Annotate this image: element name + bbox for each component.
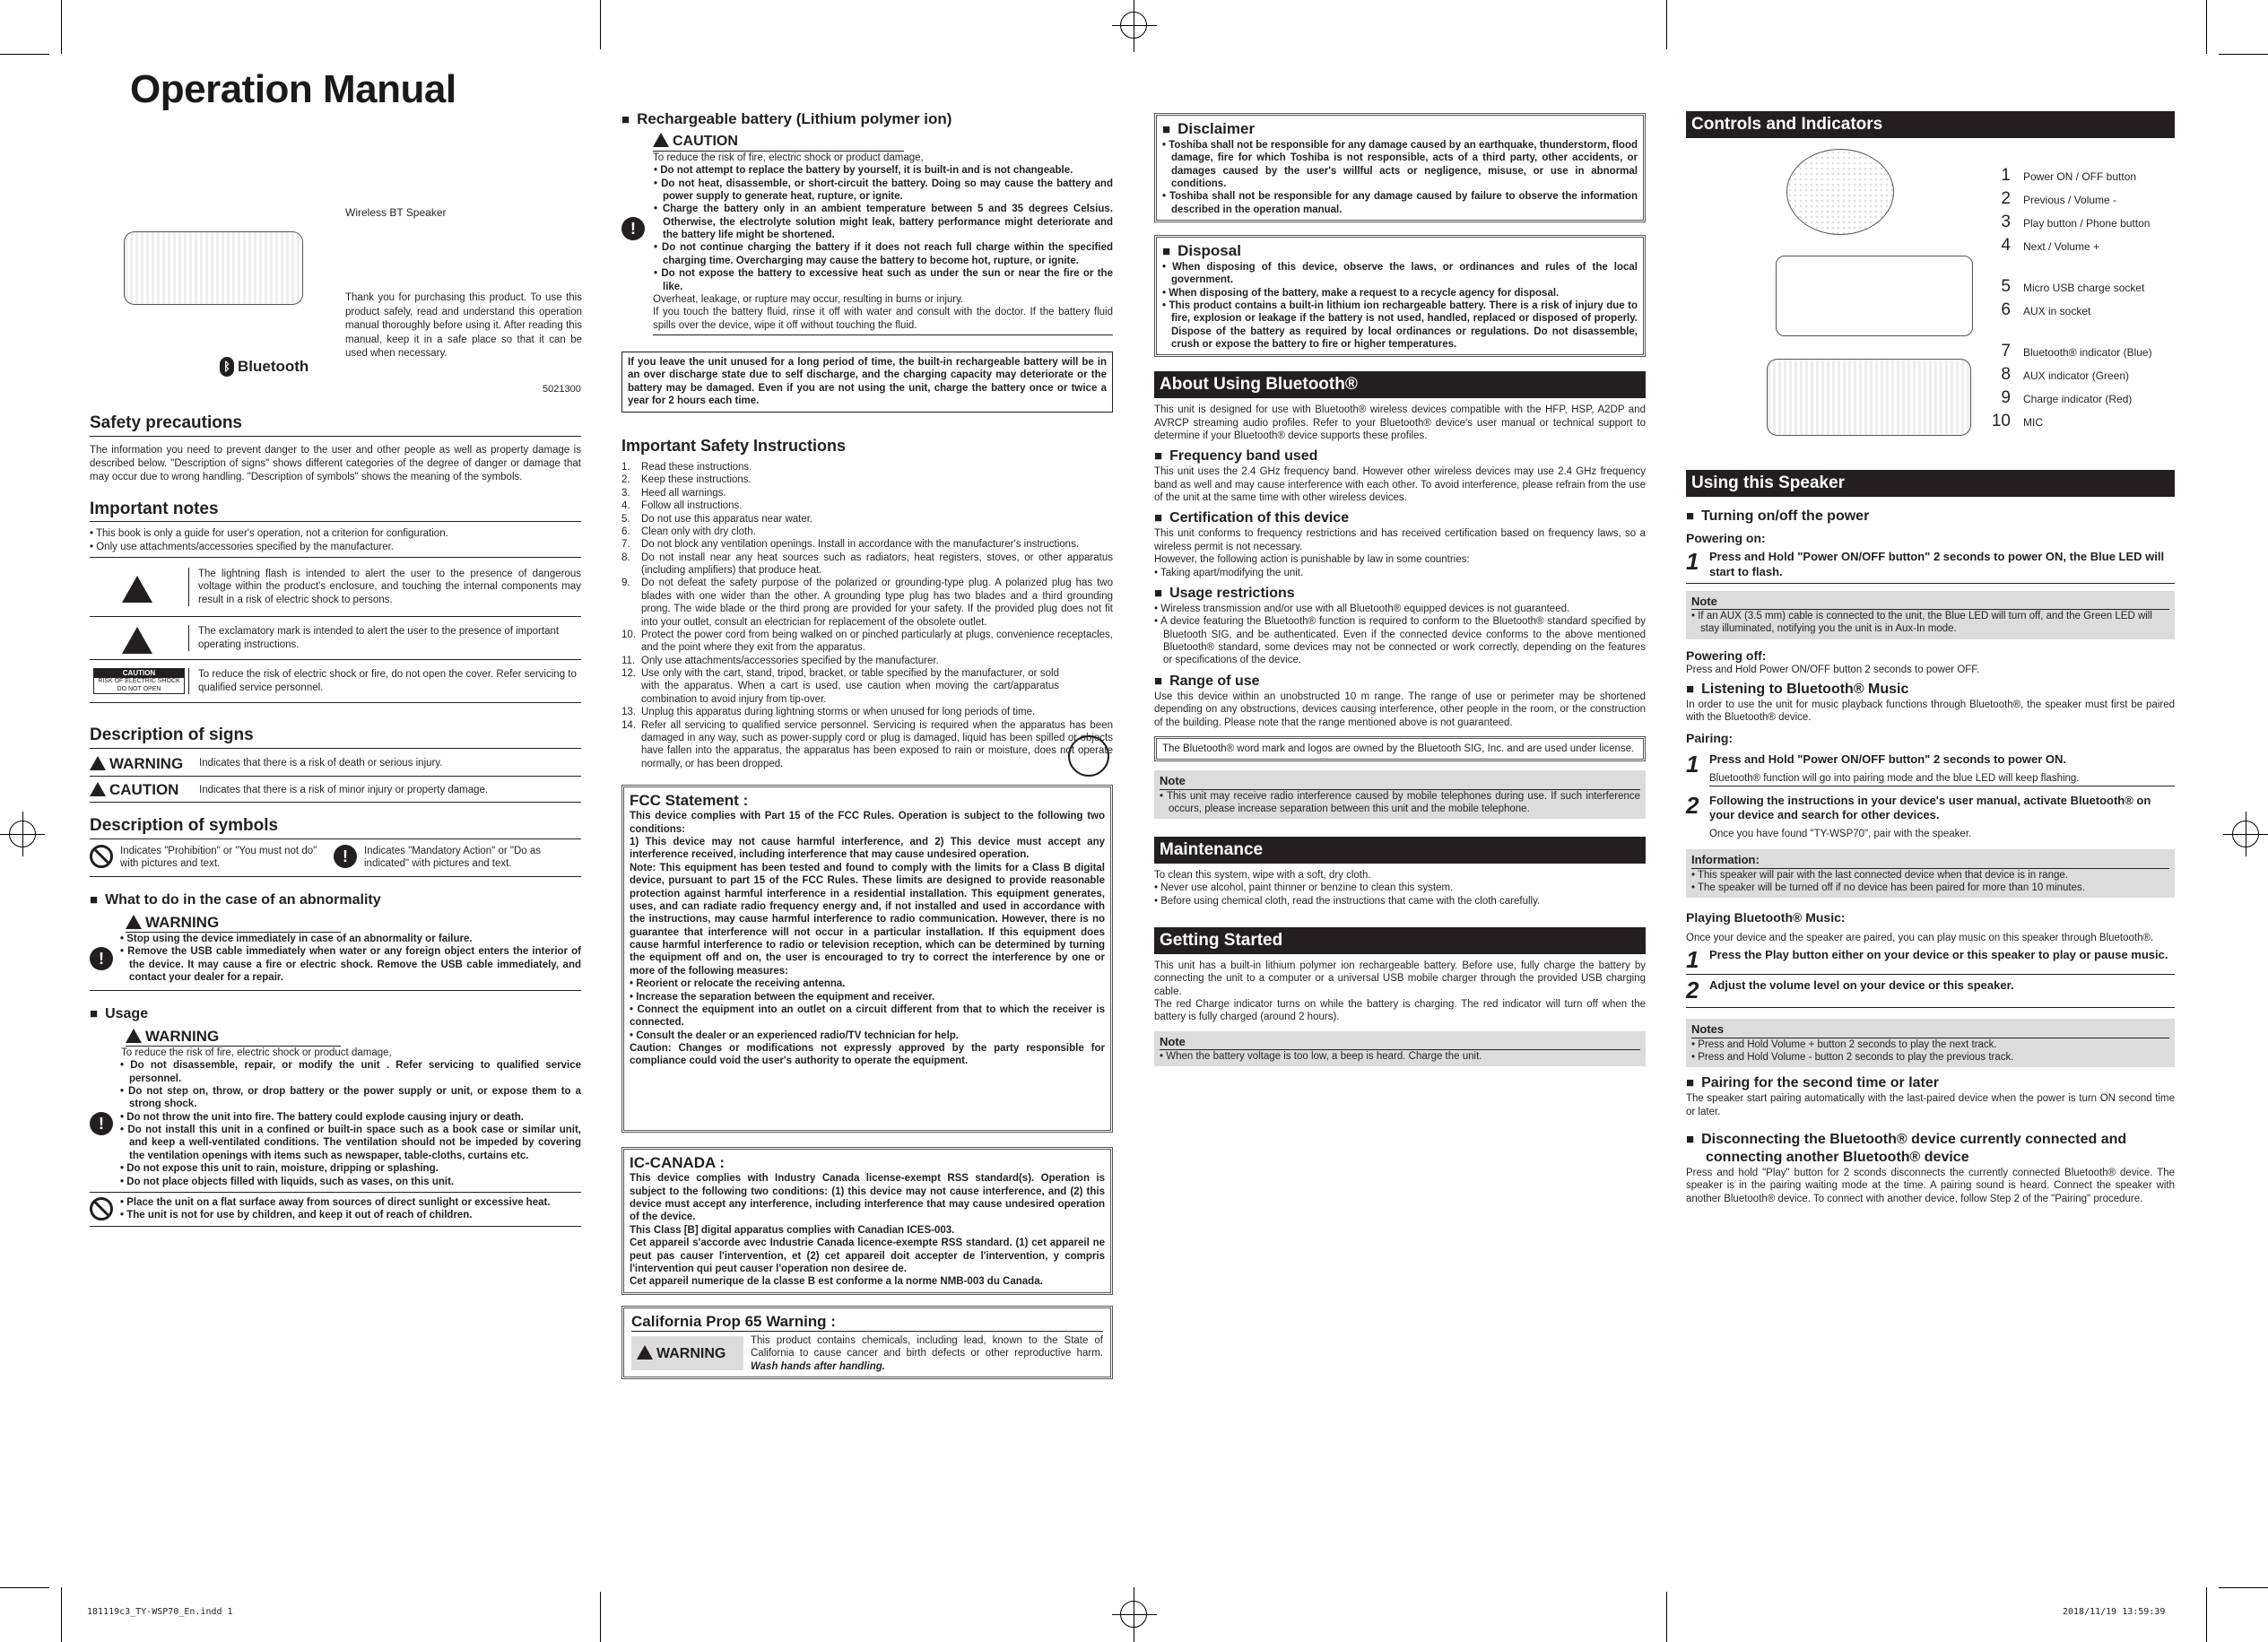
note-title: Note — [1160, 774, 1640, 789]
list-item: • Wireless transmission and/or use with all Bluetooth® equipped devices is not guaranteed. — [1154, 603, 1646, 615]
note-title: Note — [1691, 595, 2169, 610]
disconnect-title: ■ Disconnecting the Bluetooth® device currently connected and connecting another Bluetooth® device — [1686, 1131, 2175, 1167]
fcc-line: 1) This device may not cause harmful interference, and 2) This device must accept any interference received, including interference that may cause undesired operation. — [630, 837, 1105, 861]
caution-icon — [90, 782, 106, 796]
list-item: • This speaker will pair with the last connected device when that device is in range. — [1691, 869, 2169, 882]
isi-item: 6. Clean only with dry cloth. — [621, 526, 756, 537]
ic-line: This Class [B] digital apparatus complies with Canadian ICES-003. — [630, 1224, 955, 1236]
prohibition-icon — [90, 845, 113, 868]
list-item: • The unit is not for use by children, and keep it out of reach of children. — [120, 1209, 581, 1221]
caution-desc: Indicates that there is a risk of minor injury or property damage. — [199, 784, 489, 795]
safety-title: Safety precautions — [90, 413, 581, 437]
prohibition-icon — [90, 1197, 113, 1221]
ic-title: IC-CANADA : — [630, 1154, 726, 1171]
maintenance-title: Maintenance — [1154, 837, 1646, 864]
isi-item: 8. Do not install near any heat sources such as radiators, heat registers, stoves, or other apparatus (including amplifiers) that produce heat. — [621, 552, 1113, 576]
list-item: • Charge the battery only in an ambient temperature between 5 and 35 degrees Celsius. Otherwise, the electrolyte solution might leak, battery performance might deteriorate and the battery life might be shortened. — [654, 203, 1113, 241]
list-item: • Toshiba shall not be responsible for any damage caused by an earthquake, thunderstorm, flood damage, fire for which Toshiba is not responsible, acts of a third party, other accidents, or damages caused by the user's willful acts or negligence, misuse, or use in abnormal conditions. — [1162, 139, 1638, 191]
list-item: • This unit may receive radio interference caused by mobile telephones during use. If such interference occurs, please increase separation between this unit and the mobile telephone. — [1160, 790, 1640, 816]
prop65-box: California Prop 65 Warning : WARNING This product contains chemicals, including lead, known to the State of California to cause cancer and birth defects or other reproductive harm. Wash hands after handling. — [621, 1306, 1113, 1379]
speaker-front-image — [1767, 359, 1971, 436]
list-item: • Do not attempt to replace the battery by yourself, it is built-in and is not changeable. — [654, 164, 1113, 177]
power-off-label: Powering off: — [1686, 647, 1767, 663]
signs-title: Description of signs — [90, 725, 581, 749]
list-item: • Do not continue charging the battery if it does not reach full charge within the specified charging time. Overcharging may cause the battery to become hot, rupture, or ignite. — [654, 241, 1113, 267]
list-item: • Never use alcohol, paint thinner or benzine to clean this system. — [1154, 882, 1646, 894]
isi-list — [621, 461, 1113, 770]
play-title: Playing Bluetooth® Music: — [1686, 910, 1846, 925]
control-item: 10 MIC — [1991, 412, 2043, 430]
fcc-line: • Consult the dealer or an experienced radio/TV technician for help. — [630, 1030, 959, 1041]
disposal-box — [1154, 235, 1646, 357]
list-item: • Only use attachments/accessories specified by the manufacturer. — [90, 541, 581, 553]
isi-item: 12. Use only with the cart, stand, tripod, bracket, or table specified by the manufacturer, or sold with the apparatus. When a cart is used, use caution when moving the cart/apparatus combination to avoid injury from tip-over. — [621, 668, 1059, 705]
symbol-exclamation-text: The exclamatory mark is intended to alert the user to the presence of important operating instructions. — [188, 625, 581, 651]
isi-item: 13. Unplug this apparatus during lightning storms or when unused for long periods of time. — [621, 707, 1036, 718]
control-item: 3 Play button / Phone button — [2001, 213, 2151, 231]
step-number: 1 — [1686, 750, 1699, 778]
second-pairing-text: The speaker start pairing automatically with the last-paired device when the power is turn ON second time or later. — [1686, 1093, 2175, 1117]
control-item: 5 Micro USB charge socket — [2001, 277, 2145, 296]
play-step-1: Press the Play button either on your device or this speaker to play or pause music. — [1709, 948, 2168, 962]
abnormal-title: ■ What to do in the case of an abnormality — [90, 891, 581, 909]
footer-file: 181119c3_TY-WSP70_En.indd 1 — [87, 1607, 233, 1617]
pairing-step-1: Press and Hold "Power ON/OFF button" 2 seconds to power ON. — [1709, 751, 2067, 766]
list-item: • Taking apart/modifying the unit. — [1154, 567, 1646, 579]
cert-text: This unit conforms to frequency restrictions and has received certification based on frequency laws, so a wireless permit is not necessary. — [1154, 528, 1646, 552]
control-item: 2 Previous / Volume - — [2001, 189, 2117, 208]
play-step-2: Adjust the volume level on your device or this speaker. — [1709, 978, 2014, 993]
list-item: • The speaker will be turned off if no device has been paired for more than 10 minutes. — [1691, 882, 2169, 894]
list-item: • Stop using the device immediately in case of an abnormality or failure. — [120, 933, 581, 945]
ic-line: Cet appareil s'accorde avec Industrie Canada licence-exempte RSS standard. (1) cet appareil ne peut pas causer l'intervention, et (2) cet appareil doit accepter de l'intervention, y compris l'intervention qui peut causer l'operation non desiree de. — [630, 1238, 1105, 1274]
control-item: 1 Power ON / OFF button — [2001, 166, 2137, 185]
freq-title: ■ Frequency band used — [1154, 447, 1646, 465]
safety-text: The information you need to prevent danger to the user and other people as well as property damage is described below. "Description of signs" shows different categories of the degree of danger or damage that may occur due to wrong handling. "Description of symbols" shows the meaning of the symbols. — [90, 444, 581, 482]
list-item: • This book is only a guide for user's operation, not a criterion for configuration. — [90, 527, 581, 540]
list-item: • If an AUX (3.5 mm) cable is connected to the unit, the Blue LED will turn off, and the Green LED will stay illuminated, notifying you the unit is in Aux-In mode. — [1691, 610, 2169, 636]
fcc-line: Caution: Changes or modifications not expressly approved by the party responsible for compliance could void the user's authority to operate the equipment. — [630, 1043, 1105, 1067]
play-text: Once your device and the speaker are paired, you can play music on this speaker through Bluetooth®. — [1686, 932, 2154, 943]
getting-started-title: Getting Started — [1154, 927, 1646, 954]
isi-item: 11. Only use attachments/accessories specified by the manufacturer. — [621, 655, 939, 666]
speaker-top-image — [1786, 149, 1894, 235]
disclaimer-title: ■ Disclaimer — [1162, 119, 1638, 139]
power-off-text: Press and Hold Power ON/OFF button 2 seconds to power OFF. — [1686, 665, 1980, 676]
control-item: 6 AUX in socket — [2001, 300, 2091, 319]
ic-line: This device complies with Industry Canada license-exempt RSS standard(s). Operation is subject to the following two conditions: (1) this device may not cause interference, and (2) this device must accept any interference, including interference that may cause undesired operation of the device. — [630, 1173, 1105, 1223]
list-item: • When disposing of the battery, make a request to a recycle agency for disposal. — [1162, 287, 1638, 300]
list-item: • Press and Hold Volume + button 2 seconds to play the next track. — [1691, 1038, 2169, 1051]
control-item: 7 Bluetooth® indicator (Blue) — [2001, 342, 2152, 361]
isi-item: 2. Keep these instructions. — [621, 474, 752, 486]
control-item: 9 Charge indicator (Red) — [2001, 388, 2133, 407]
list-item: • Toshiba shall not be responsible for any damage caused by failure to observe the information described in the operation manual. — [1162, 190, 1638, 216]
symbol-lightning-text: The lightning flash is intended to alert the user to the presence of dangerous voltage within the product's enclosure, and touching the internal components may result in a risk of electric shock to persons. — [188, 568, 581, 606]
mandatory-icon: ! — [621, 217, 645, 240]
isi-item: 9. Do not defeat the safety purpose of the polarized or grounding-type plug. A polarized plug has two blades with one wider than the other. A grounding type plug has two blades and a third grounding prong. The wide blade or the third prong are provided for your safety. If the provided plug does not fit into your outlet, consult an electrician for replacement of the obsolete outlet. — [621, 578, 1113, 628]
second-pairing-title: ■ Pairing for the second time or later — [1686, 1074, 2175, 1092]
warning-icon — [90, 756, 106, 770]
getting-text2: The red Charge indicator turns on while the battery is charging. The red indicator will turn off when the battery is fully charged (around 2 hours). — [1154, 999, 1646, 1023]
usage-title: ■ Usage — [90, 1005, 581, 1023]
list-item: • Remove the USB cable immediately when water or any foreign object enters the interior of the device. It may cause a fire or electric shock. Remove the USB cable immediately, and contact your dealer for a repair. — [120, 945, 581, 984]
isi-item: 14. Refer all servicing to qualified service personnel. Servicing is required when the apparatus has been damaged in any way, such as power-supply cord or plug is damaged, liquid has been spilled or objects have fallen into the apparatus, the apparatus has been exposed to rain or moisture, does not operate normally, or has been dropped. — [621, 719, 1113, 769]
battery-title: ■ Rechargeable battery (Lithium polymer ion) — [621, 109, 1113, 129]
caution-label-icon: CAUTION RISK OF ELECTRIC SHOCK DO NOT OPEN — [93, 668, 185, 695]
prop65-title: California Prop 65 Warning : — [631, 1312, 1103, 1332]
doc-code: 5021300 — [543, 384, 581, 395]
list-item: • Place the unit on a flat surface away from sources of direct sunlight or excessive heat. — [120, 1196, 581, 1209]
list-item: • Do not throw the unit into fire. The battery could explode causing injury or death. — [120, 1111, 581, 1124]
prop65-text: This product contains chemicals, including lead, known to the State of California to cause cancer and birth defects or other reproductive harm. — [751, 1334, 1103, 1360]
control-item: 4 Next / Volume + — [2001, 236, 2100, 255]
isi-item: 3. Heed all warnings. — [621, 487, 726, 499]
using-title: Using this Speaker — [1686, 470, 2175, 497]
isi-item: 10. Protect the power cord from being walked on or pinched particularly at plugs, convenience receptacles, and the point where they exit from the apparatus. — [621, 629, 1113, 654]
pairing-step-1b: Bluetooth® function will go into pairing mode and the blue LED will keep flashing. — [1709, 773, 2080, 785]
pairing-label: Pairing: — [1686, 731, 1734, 746]
note-title: Note — [1160, 1035, 1640, 1050]
battery-after1: Overheat, leakage, or rupture may occur, resulting in burns or injury. — [653, 293, 964, 305]
speaker-side-image — [1776, 256, 1973, 336]
mandatory-icon: ! — [334, 845, 357, 868]
maintenance-text: To clean this system, wipe with a soft, dry cloth. — [1154, 870, 1371, 881]
step-number: 1 — [1686, 946, 1699, 974]
page-title: Operation Manual — [130, 67, 456, 111]
isi-title: Important Safety Instructions — [621, 436, 847, 455]
warning-icon — [126, 915, 142, 929]
cert-text2: However, the following action is punishable by law in some countries: — [1154, 554, 1470, 566]
isi-item: 5. Do not use this apparatus near water. — [621, 513, 813, 525]
list-item: • Do not step on, throw, or drop battery or the power supply or unit, or expose them to a strong shock. — [120, 1085, 581, 1111]
cert-title: ■ Certification of this device — [1154, 509, 1646, 527]
bluetooth-icon: ᛒ — [220, 357, 234, 377]
controls-list — [1991, 165, 2175, 434]
list-item: • Do not heat, disassemble, or short-circuit the battery. Doing so may cause the battery and power supply to generate heat, rupture, or ignite. — [654, 178, 1113, 204]
prop65-emph: Wash hands after handling. — [751, 1360, 885, 1372]
fcc-line: This device complies with Part 15 of the FCC Rules. Operation is subject to the following two conditions: — [630, 811, 1105, 835]
freq-text: This unit uses the 2.4 GHz frequency band. However other wireless devices may use 2.4 GHz frequency band as well and may cause interference with each other. To avoid interference, please refrain from the use of the unit at the same time with other wireless devices. — [1154, 466, 1646, 503]
exclamation-icon — [122, 627, 152, 654]
battery-intro: To reduce the risk of fire, electric shock or product damage, — [653, 152, 924, 163]
getting-text: This unit has a built-in lithium polymer ion rechargeable battery. Before use, fully charge the battery by connecting the unit to a computer or a universal USB mobile charger through the provided USB charging cable. — [1154, 960, 1646, 997]
list-item: • When disposing of this device, observe the laws, or ordinances and rules of the local government. — [1162, 261, 1638, 287]
power-step-1: Press and Hold "Power ON/OFF button" 2 seconds to power ON, the Blue LED will start to flash. — [1709, 550, 2165, 578]
fcc-title: FCC Statement : — [630, 792, 749, 809]
power-title: ■ Turning on/off the power — [1686, 508, 2175, 526]
fcc-box — [621, 785, 1113, 1133]
fcc-line: • Increase the separation between the equipment and receiver. — [630, 991, 935, 1003]
ic-line: Cet appareil numerique de la classe B est conforme a la norme NMB-003 du Canada. — [630, 1276, 1043, 1288]
prohibition-desc: Indicates "Prohibition" or "You must not do" with pictures and text. — [120, 846, 317, 870]
disposal-title: ■ Disposal — [1162, 241, 1638, 261]
pairing-step-2: Following the instructions in your device's user manual, activate Bluetooth® on your device and search for other devices. — [1709, 793, 2151, 821]
list-item: • Do not disassemble, repair, or modify the unit . Refer servicing to qualified service personnel. — [120, 1059, 581, 1085]
mandatory-desc: Indicates "Mandatory Action" or "Do as indicated" with pictures and text. — [364, 846, 541, 870]
list-item: • Before using chemical cloth, read the instructions that came with the cloth carefully. — [1154, 895, 1646, 908]
mandatory-icon: ! — [90, 1112, 113, 1135]
range-text: Use this device within an unobstructed 10 m range. The range of use or perimeter may be shortened depending on any obstructions, devices causing interference, other people in the room, or the construction of the building. Please note that the range mentioned above is not guaranteed. — [1154, 691, 1646, 728]
range-title: ■ Range of use — [1154, 673, 1646, 691]
step-number: 2 — [1686, 977, 1699, 1004]
list-item: • A device featuring the Bluetooth® function is required to conform to the Bluetooth® standard specified by Bluetooth SIG, and be authenticated. Even if the connected device conforms to the above mentioned Bluetooth® standard, some devices may not be connected or work correctly, depending on the features or specifications of the device. — [1154, 615, 1646, 667]
bluetooth-intro: This unit is designed for use with Bluetooth® wireless devices compatible with the HFP, HSP, A2DP and AVRCP streaming audio profiles. Refer to your Bluetooth® device's user manual or technical support to determine if your Bluetooth® device supports these profiles. — [1154, 404, 1646, 441]
list-item: • Do not expose the battery to excessive heat such as under the sun or near the fire or the like. — [654, 267, 1113, 293]
battery-after2: If you touch the battery fluid, rinse it off with water and consult with the doctor. If the battery fluid spills over the device, wipe it off without touching the fluid. — [653, 306, 1113, 335]
important-notes-title: Important notes — [90, 499, 581, 523]
fcc-line: • Reorient or relocate the receiving antenna. — [630, 978, 846, 990]
battery-storage-box: If you leave the unit unused for a long period of time, the built-in rechargeable battery will be in an over discharge state due to self discharge, and the charging capacity may deteriorate or the battery may be damaged. Even if you are not using the unit, charge the battery once or twice a year for 2 hours each time. — [621, 352, 1113, 413]
bluetooth-logo: ᛒ Bluetooth — [220, 357, 308, 377]
fcc-line: • Connect the equipment into an outlet on a circuit different from that to which the receiver is connected. — [630, 1003, 1105, 1029]
product-name: Wireless BT Speaker — [345, 206, 447, 219]
warning-desc: Indicates that there is a risk of death or serious injury. — [199, 758, 443, 769]
isi-item: 7. Do not block any ventilation openings. Install in accordance with the manufacturer's instructions. — [621, 539, 1080, 551]
notes-title: Notes — [1691, 1022, 2169, 1038]
listen-title: ■ Listening to Bluetooth® Music — [1686, 681, 2175, 699]
lightning-icon — [122, 576, 152, 603]
list-item: • Do not expose this unit to rain, moisture, dripping or splashing. — [120, 1162, 581, 1175]
pairing-step-2b: Once you have found "TY-WSP70", pair with the speaker. — [1709, 829, 1972, 839]
controls-title: Controls and Indicators — [1686, 111, 2175, 138]
usage-intro: To reduce the risk of fire, electric shock or product damage, — [121, 1047, 392, 1058]
mandatory-icon: ! — [90, 947, 113, 970]
bluetooth-section-title: About Using Bluetooth® — [1154, 371, 1646, 398]
disclaimer-box — [1154, 113, 1646, 222]
disconnect-text: Press and hold "Play" button for 2 sconds disconnects the currently connected Bluetooth® device. The speaker is in the pairing waiting mode at the time. A pairing sound is heard. Connect the speaker with another Bluetooth® device. To connect with another device, follow Step 2 of the "Pairing" procedure. — [1686, 1168, 2175, 1204]
info-title: Information: — [1691, 853, 2169, 868]
intro-text: Thank you for purchasing this product. To use this product safely, read and understand this operation manual thoroughly before using it. After reading this manual, keep it in a safe place so that it can be used when necessary. — [345, 292, 582, 360]
caution-icon — [653, 133, 669, 147]
symbols-title: Description of symbols — [90, 815, 581, 839]
trademark-box: The Bluetooth® word mark and logos are owned by the Bluetooth SIG, Inc. and are used under license. — [1154, 736, 1646, 761]
control-item: 8 AUX indicator (Green) — [2001, 365, 2130, 384]
list-item: • When the battery voltage is too low, a beep is heard. Charge the unit. — [1160, 1050, 1640, 1063]
cart-warning-icon — [1068, 735, 1109, 777]
list-item: • Do not place objects filled with liquids, such as vases, on this unit. — [120, 1176, 581, 1188]
footer-date: 2018/11/19 13:59:39 — [2063, 1607, 2166, 1617]
list-item: • Press and Hold Volume - button 2 seconds to play the previous track. — [1691, 1051, 2169, 1064]
speaker-image — [124, 231, 303, 305]
isi-item: 4. Follow all instructions. — [621, 500, 743, 512]
step-number: 1 — [1686, 548, 1699, 576]
warning-icon — [637, 1345, 653, 1360]
usage-restrictions-title: ■ Usage restrictions — [1154, 585, 1646, 603]
listen-text: In order to use the unit for music playback functions through Bluetooth®, the speaker must first be paired with the Bluetooth® device. — [1686, 699, 2175, 723]
isi-item: 1. Read these instructions. — [621, 462, 752, 473]
ic-box — [621, 1147, 1113, 1295]
list-item: • This product contains a built-in lithium ion rechargeable battery. There is a risk of injury due to fire, explosion or leakage if the battery is not used, handled, replaced or disposed of properly. Dispose of the battery as required by local ordinances or regulations. Do not disassemble, crush or expose the battery to fire or higher temperatures. — [1162, 300, 1638, 352]
symbol-caution-text: To reduce the risk of electric shock or fire, do not open the cover. Refer servicing to qualified service personnel. — [188, 668, 581, 694]
list-item: • Do not install this unit in a confined or built-in space such as a book case or similar unit, and keep a well-ventilated conditions. The ventilation should not be impeded by covering the ventilation openings with items such as newspaper, table-cloths, curtains etc. — [120, 1124, 581, 1162]
fcc-line: Note: This equipment has been tested and found to comply with the limits for a Class B digital device, pursuant to part 15 of the FCC Rules. These limits are designed to provide reasonable protection against harmful interference in a residential installation. This equipment generates, uses, and can radiate radio frequency energy and, if not installed and used in accordance with the instructions, may cause harmful interference to radio communication. However, there is no guarantee that interference will not occur in a particular installation. If this equipment does cause harmful interference to radio or television reception, which can be determined by turning the equipment off and on, the user is encouraged to try to correct the interference by one or more of the following measures: — [630, 862, 1105, 977]
power-on-label: Powering on: — [1686, 530, 1766, 545]
warning-icon — [126, 1029, 142, 1043]
step-number: 2 — [1686, 791, 1699, 819]
